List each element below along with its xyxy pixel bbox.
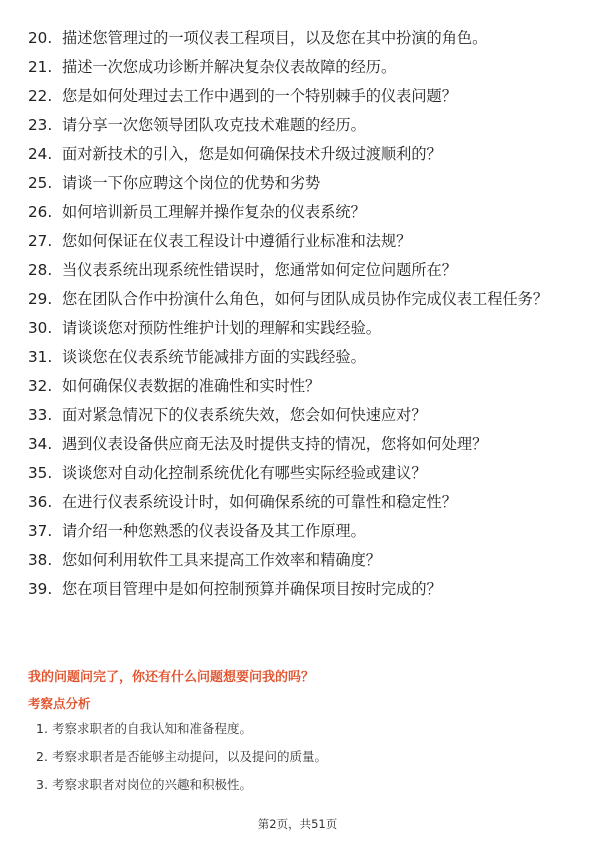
question-item	[0, 26, 595, 50]
question-text: 您在项目管理中是如何控制预算并确保项目按时完成的？	[62, 580, 442, 598]
question-number: 39.	[28, 580, 53, 598]
point-text: 考察求职者的自我认知和准备程度。	[52, 721, 253, 736]
question-item	[0, 55, 595, 79]
question-list	[0, 26, 595, 606]
question-number: 20.	[28, 29, 53, 47]
question-number: 21.	[28, 58, 53, 76]
question-number: 35.	[28, 464, 53, 482]
point-text: 考察求职者是否能够主动提问，以及提问的质量。	[52, 749, 328, 764]
analysis-point	[0, 720, 595, 738]
question-number: 24.	[28, 145, 53, 163]
question-item	[0, 258, 595, 282]
question-text: 面对新技术的引入，您是如何确保技术升级过渡顺利的？	[62, 145, 442, 163]
question-text: 面对紧急情况下的仪表系统失效，您会如何快速应对？	[62, 406, 427, 424]
question-item	[0, 432, 595, 456]
question-item	[0, 84, 595, 108]
question-item	[0, 403, 595, 427]
question-text: 您如何利用软件工具来提高工作效率和精确度？	[62, 551, 381, 569]
question-text: 请分享一次您领导团队攻克技术难题的经历。	[62, 116, 366, 134]
point-text: 考察求职者对岗位的兴趣和积极性。	[52, 777, 253, 792]
question-item	[0, 374, 595, 398]
question-text: 描述您管理过的一项仪表工程项目，以及您在其中扮演的角色。	[62, 29, 488, 47]
question-text: 请谈谈您对预防性维护计划的理解和实践经验。	[62, 319, 381, 337]
question-number: 31.	[28, 348, 53, 366]
question-text: 您如何保证在仪表工程设计中遵循行业标准和法规？	[62, 232, 412, 250]
page-footer: 第2页，共51页	[257, 817, 338, 831]
question-item	[0, 200, 595, 224]
question-text: 谈谈您在仪表系统节能减排方面的实践经验。	[62, 348, 366, 366]
question-number: 30.	[28, 319, 53, 337]
question-item	[0, 287, 595, 311]
analysis-point	[0, 776, 595, 794]
question-text: 如何培训新员工理解并操作复杂的仪表系统？	[62, 203, 366, 221]
point-number: 1.	[36, 721, 48, 736]
question-item	[0, 548, 595, 572]
question-text: 您在团队合作中扮演什么角色，如何与团队成员协作完成仪表工程任务？	[62, 290, 548, 308]
question-number: 37.	[28, 522, 53, 540]
point-number: 2.	[36, 749, 48, 764]
question-number: 25.	[28, 174, 53, 192]
question-item	[0, 577, 595, 601]
question-number: 32.	[28, 377, 53, 395]
question-text: 请介绍一种您熟悉的仪表设备及其工作原理。	[62, 522, 366, 540]
question-number: 22.	[28, 87, 53, 105]
question-item	[0, 519, 595, 543]
point-number: 3.	[36, 777, 48, 792]
question-item	[0, 171, 595, 195]
question-item	[0, 490, 595, 514]
question-text: 请谈一下你应聘这个岗位的优势和劣势	[62, 174, 321, 192]
question-text: 遇到仪表设备供应商无法及时提供支持的情况，您将如何处理？	[62, 435, 488, 453]
question-item	[0, 345, 595, 369]
question-text: 描述一次您成功诊断并解决复杂仪表故障的经历。	[62, 58, 397, 76]
question-text: 如何确保仪表数据的准确性和实时性？	[62, 377, 321, 395]
question-number: 23.	[28, 116, 53, 134]
question-number: 26.	[28, 203, 53, 221]
question-item	[0, 142, 595, 166]
analysis-heading: 考察点分析	[28, 696, 91, 711]
question-number: 28.	[28, 261, 53, 279]
analysis-points	[0, 720, 595, 804]
question-item	[0, 113, 595, 137]
question-item	[0, 461, 595, 485]
question-number: 33.	[28, 406, 53, 424]
question-number: 38.	[28, 551, 53, 569]
question-number: 29.	[28, 290, 53, 308]
question-item	[0, 316, 595, 340]
question-number: 34.	[28, 435, 53, 453]
question-item	[0, 229, 595, 253]
analysis-point	[0, 748, 595, 766]
question-text: 您是如何处理过去工作中遇到的一个特别棘手的仪表问题？	[62, 87, 457, 105]
question-text: 谈谈您对自动化控制系统优化有哪些实际经验或建议？	[62, 464, 427, 482]
question-text: 当仪表系统出现系统性错误时，您通常如何定位问题所在？	[62, 261, 457, 279]
followup-question: 我的问题问完了，你还有什么问题想要问我的吗？	[28, 670, 315, 685]
question-text: 在进行仪表系统设计时，如何确保系统的可靠性和稳定性？	[62, 493, 457, 511]
question-number: 27.	[28, 232, 53, 250]
question-number: 36.	[28, 493, 53, 511]
